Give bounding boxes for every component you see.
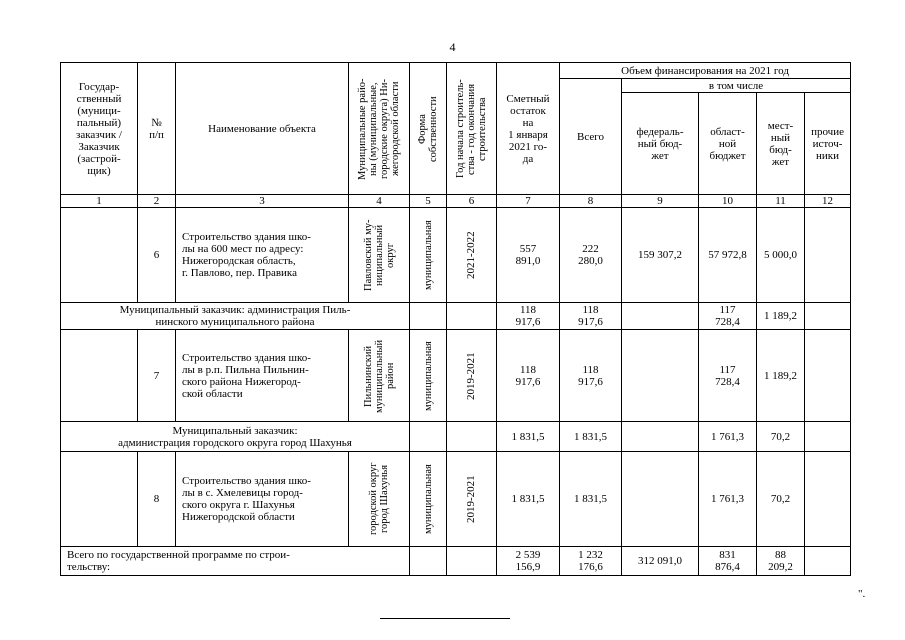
federal-cell [622, 330, 699, 422]
header-regional: област- ной бюджет [699, 93, 757, 195]
header-number: № п/п [138, 63, 176, 195]
total-cell: 118 917,6 [560, 303, 622, 330]
balance-cell: 118 917,6 [497, 303, 560, 330]
years-cell [447, 452, 497, 547]
footer-divider [380, 618, 510, 619]
district-text: городской округ город Шахунья [368, 462, 390, 536]
federal-cell [622, 303, 699, 330]
regional-cell: 57 972,8 [699, 208, 757, 303]
object-name: Строительство здания шко- лы в с. Хмелевицы город- ского округа г. Шахунья Нижегородской области [176, 452, 349, 547]
regional-cell: 1 761,3 [699, 422, 757, 452]
ownership-cell [410, 452, 447, 547]
ownership-cell [410, 330, 447, 422]
other-cell [805, 303, 851, 330]
balance-cell: 1 831,5 [497, 422, 560, 452]
customer-label: Муниципальный заказчик: администрация городского округа город Шахунья [61, 422, 410, 452]
ownership-cell [410, 422, 447, 452]
years-cell [447, 547, 497, 576]
row-number: 6 [138, 208, 176, 303]
district-cell [349, 330, 410, 422]
row-number: 7 [138, 330, 176, 422]
col-number: 7 [497, 195, 560, 208]
years-cell [447, 303, 497, 330]
years-cell [447, 208, 497, 303]
total-label: Всего по государственной программе по строи- тельству: [61, 547, 410, 576]
closing-quote: ". [858, 588, 866, 600]
header-districts [349, 63, 410, 195]
regional-cell: 117 728,4 [699, 330, 757, 422]
column-number-row [61, 195, 851, 208]
local-cell: 1 189,2 [757, 330, 805, 422]
district-text: Пильнинский муниципальный район [362, 338, 396, 413]
col-number: 12 [805, 195, 851, 208]
federal-cell: 159 307,2 [622, 208, 699, 303]
total-cell: 1 232 176,6 [560, 547, 622, 576]
district-cell [349, 452, 410, 547]
years-cell [447, 330, 497, 422]
header-local: мест- ный бюд- жет [757, 93, 805, 195]
table-row [61, 452, 851, 547]
local-cell: 88 209,2 [757, 547, 805, 576]
col-number: 9 [622, 195, 699, 208]
regional-cell: 831 876,4 [699, 547, 757, 576]
balance-cell: 118 917,6 [497, 330, 560, 422]
federal-cell: 312 091,0 [622, 547, 699, 576]
col-number: 2 [138, 195, 176, 208]
col-number: 8 [560, 195, 622, 208]
header-ownership-text: Форма собственности [417, 95, 439, 162]
federal-cell [622, 452, 699, 547]
customer-cell [61, 452, 138, 547]
col-number: 10 [699, 195, 757, 208]
col-number: 3 [176, 195, 349, 208]
financing-table [60, 62, 851, 576]
header-other: прочие источ- ники [805, 93, 851, 195]
header-customer: Государ- ственный (муници- пальный) заказчик / Заказчик (застрой- щик) [61, 63, 138, 195]
total-cell: 222 280,0 [560, 208, 622, 303]
header-districts-text: Муниципальные райо- ны (муниципальные, городские округа) Ни- жегородской области [357, 77, 401, 180]
ownership-cell [410, 303, 447, 330]
header-years-text: Год начала строитель- ства - год окончания строительства [455, 79, 488, 178]
col-number: 6 [447, 195, 497, 208]
header-ownership [410, 63, 447, 195]
years-cell [447, 422, 497, 452]
regional-cell: 117 728,4 [699, 303, 757, 330]
customer-cell [61, 330, 138, 422]
header-balance: Сметный остаток на 1 января 2021 го- да [497, 63, 560, 195]
years-text: 2021-2022 [465, 231, 477, 279]
other-cell [805, 208, 851, 303]
header-federal: федераль- ный бюд- жет [622, 93, 699, 195]
total-cell: 1 831,5 [560, 422, 622, 452]
table-row [61, 208, 851, 303]
other-cell [805, 330, 851, 422]
balance-cell: 1 831,5 [497, 452, 560, 547]
local-cell: 70,2 [757, 452, 805, 547]
total-cell: 1 831,5 [560, 452, 622, 547]
col-number: 4 [349, 195, 410, 208]
row-number: 8 [138, 452, 176, 547]
ownership-cell [410, 547, 447, 576]
years-text: 2019-2021 [465, 351, 477, 400]
ownership-text: муниципальная [422, 340, 434, 411]
page-number: 4 [449, 40, 456, 54]
header-financing: Объем финансирования на 2021 год [560, 63, 851, 79]
customer-cell [61, 208, 138, 303]
regional-cell: 1 761,3 [699, 452, 757, 547]
header-object-name: Наименование объекта [176, 63, 349, 195]
col-number: 1 [61, 195, 138, 208]
header-total: Всего [560, 79, 622, 195]
object-name: Строительство здания шко- лы в р.п. Пильна Пильнин- ского района Нижегород- ской области [176, 330, 349, 422]
customer-row [61, 422, 851, 452]
object-name: Строительство здания шко- лы на 600 мест по адресу: Нижегородская область, г. Павлово, пер. Правика [176, 208, 349, 303]
local-cell: 70,2 [757, 422, 805, 452]
federal-cell [622, 422, 699, 452]
header-years [447, 63, 497, 195]
total-cell: 118 917,6 [560, 330, 622, 422]
customer-row [61, 303, 851, 330]
ownership-text: муниципальная [422, 220, 434, 290]
district-text: Павловский му- ниципальный округ [362, 219, 396, 291]
ownership-text: муниципальная [422, 464, 434, 534]
balance-cell: 2 539 156,9 [497, 547, 560, 576]
balance-cell: 557 891,0 [497, 208, 560, 303]
col-number: 11 [757, 195, 805, 208]
table-row [61, 330, 851, 422]
district-cell [349, 208, 410, 303]
header-including: в том числе [622, 79, 851, 93]
total-row [61, 547, 851, 576]
ownership-cell [410, 208, 447, 303]
other-cell [805, 452, 851, 547]
col-number: 5 [410, 195, 447, 208]
local-cell: 1 189,2 [757, 303, 805, 330]
customer-label: Муниципальный заказчик: администрация Пиль- нинского муниципального района [61, 303, 410, 330]
local-cell: 5 000,0 [757, 208, 805, 303]
other-cell [805, 547, 851, 576]
years-text: 2019-2021 [465, 475, 477, 523]
other-cell [805, 422, 851, 452]
